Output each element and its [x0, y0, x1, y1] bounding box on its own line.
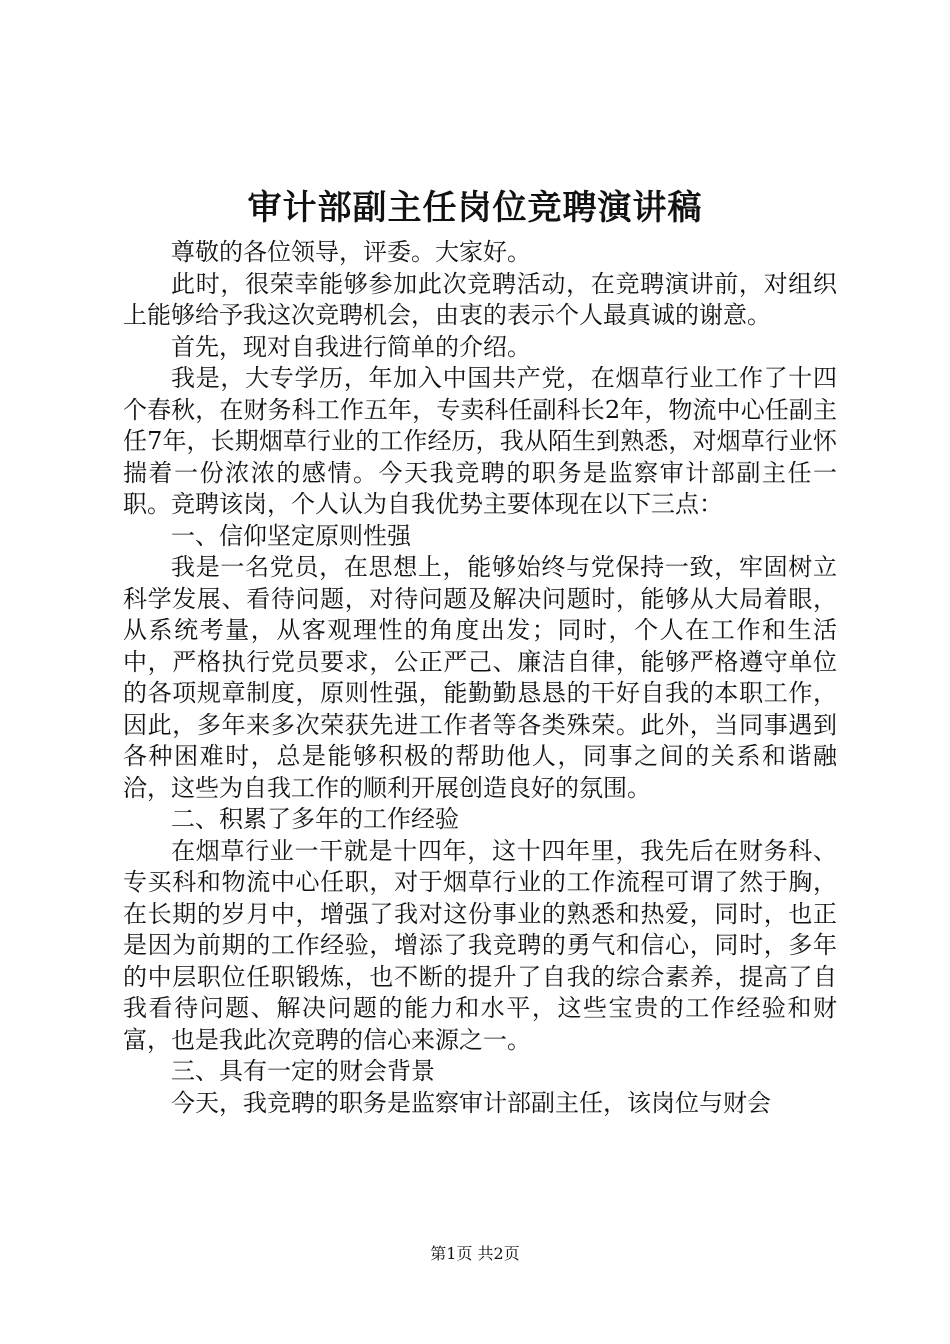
paragraph-section-1: 我是一名党员，在思想上，能够始终与党保持一致，牢固树立科学发展、看待问题，对待问题及解决问题时，能够从大局着眼，从系统考量，从客观理性的角度出发；同时，个人在工作和生活中，严格执行党员要求，公正严己、廉洁自律，能够严格遵守单位的各项规章制度，原则性强，能勤勤恳恳的干好自我的本职工作，因此，多年来多次荣获先进工作者等各类殊荣。此外，当同事遇到各种困难时，总是能够积极的帮助他人，同事之间的关系和谐融洽，这些为自我工作的顺利开展创造良好的氛围。	[123, 553, 837, 802]
paragraph-thanks: 此时，很荣幸能够参加此次竞聘活动，在竞聘演讲前，对组织上能够给予我这次竞聘机会，由衷的表示个人最真诚的谢意。	[123, 269, 837, 329]
page-number-footer: 第1页 共2页	[430, 1244, 520, 1263]
paragraph-section-3: 今天，我竞聘的职务是监察审计部副主任，该岗位与财会	[171, 1088, 771, 1117]
section-heading-2: 二、积累了多年的工作经验	[171, 805, 459, 833]
paragraph-background: 我是，大专学历，年加入中国共产党，在烟草行业工作了十四个春秋，在财务科工作五年，专卖科任副科长2年，物流中心任副主任7年，长期烟草行业的工作经历，我从陌生到熟悉，对烟草行业怀揣着一份浓浓的感情。今天我竞聘的职务是监察审计部副主任一职。竞聘该岗，个人认为自我优势主要体现在以下三点：	[123, 364, 837, 518]
document-title: 审计部副主任岗位竞聘演讲稿	[247, 188, 703, 228]
paragraph-greeting: 尊敬的各位领导，评委。大家好。	[171, 238, 531, 266]
section-heading-3: 三、具有一定的财会背景	[171, 1057, 435, 1085]
paragraph-intro: 首先，现对自我进行简单的介绍。	[171, 332, 531, 361]
paragraph-section-2: 在烟草行业一干就是十四年，这十四年里，我先后在财务科、专买科和物流中心任职，对于烟草行业的工作流程可谓了然于胸，在长期的岁月中，增强了我对这份事业的熟悉和热爱，同时，也正是因为前期的工作经验，增添了我竞聘的勇气和信心，同时，多年的中层职位任职锻炼，也不断的提升了自我的综合素养，提高了自我看待问题、解决问题的能力和水平，这些宝贵的工作经验和财富，也是我此次竞聘的信心来源之一。	[123, 836, 837, 1054]
document-body	[123, 237, 837, 1119]
section-heading-1: 一、信仰坚定原则性强	[171, 521, 411, 550]
